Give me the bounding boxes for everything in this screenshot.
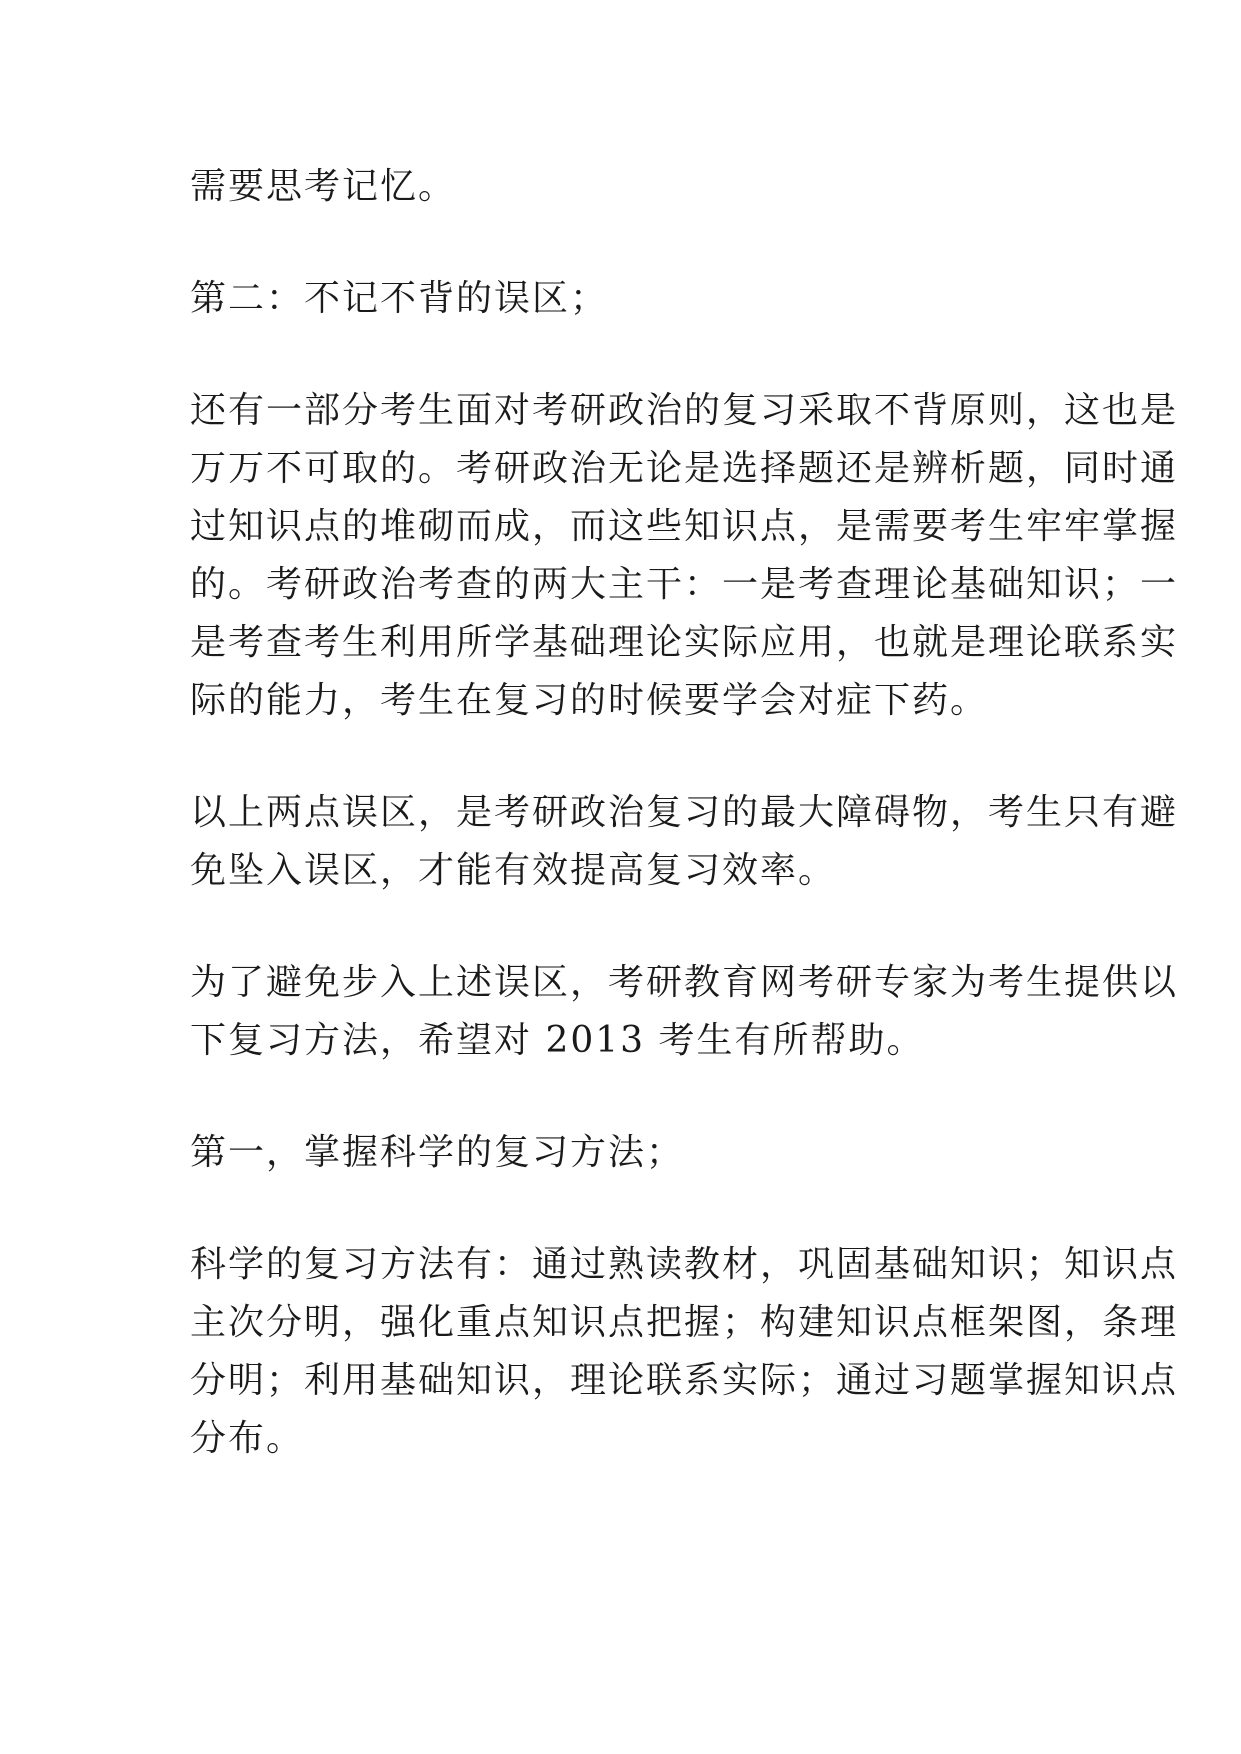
text-line: 以上两点误区，是考研政治复习的最大障碍物，考生只有避 — [190, 792, 1179, 833]
text-line: 际的能力，考生在复习的时候要学会对症下药。 — [190, 680, 989, 721]
text-line: 过知识点的堆砌而成，而这些知识点，是需要考生牢牢掌握 — [190, 506, 1179, 547]
text-line: 主次分明，强化重点知识点把握；构建知识点框架图，条理 — [190, 1302, 1179, 1343]
text-line: 下复习方法，希望对 2013 考生有所帮助。 — [190, 1020, 925, 1061]
text-line: 是考查考生利用所学基础理论实际应用，也就是理论联系实 — [190, 622, 1179, 663]
section-heading: 第二：不记不背的误区； — [190, 278, 609, 319]
paragraph-methods-intro — [190, 954, 1179, 1070]
text-line: 分布。 — [190, 1418, 305, 1459]
paragraph-heading-misconception-two — [190, 270, 1070, 328]
document-body — [190, 158, 1179, 1468]
paragraph-memory — [190, 158, 1070, 216]
paragraph-scientific-methods — [190, 1236, 1179, 1468]
text-line: 科学的复习方法有：通过熟读教材，巩固基础知识；知识点 — [190, 1244, 1179, 1285]
text-line: 万万不可取的。考研政治无论是选择题还是辨析题，同时通 — [190, 448, 1179, 489]
paragraph-no-memorization — [190, 382, 1179, 730]
text-line: 需要思考记忆。 — [190, 166, 457, 207]
text-line: 免坠入误区，才能有效提高复习效率。 — [190, 850, 837, 891]
paragraph-heading-method-one — [190, 1124, 1070, 1182]
text-line: 分明；利用基础知识，理论联系实际；通过习题掌握知识点 — [190, 1360, 1179, 1401]
paragraph-obstacles — [190, 784, 1179, 900]
section-heading: 第一，掌握科学的复习方法； — [190, 1132, 685, 1173]
text-line: 的。考研政治考查的两大主干：一是考查理论基础知识；一 — [190, 564, 1179, 605]
text-line: 为了避免步入上述误区，考研教育网考研专家为考生提供以 — [190, 962, 1179, 1003]
text-line: 还有一部分考生面对考研政治的复习采取不背原则，这也是 — [190, 390, 1179, 431]
